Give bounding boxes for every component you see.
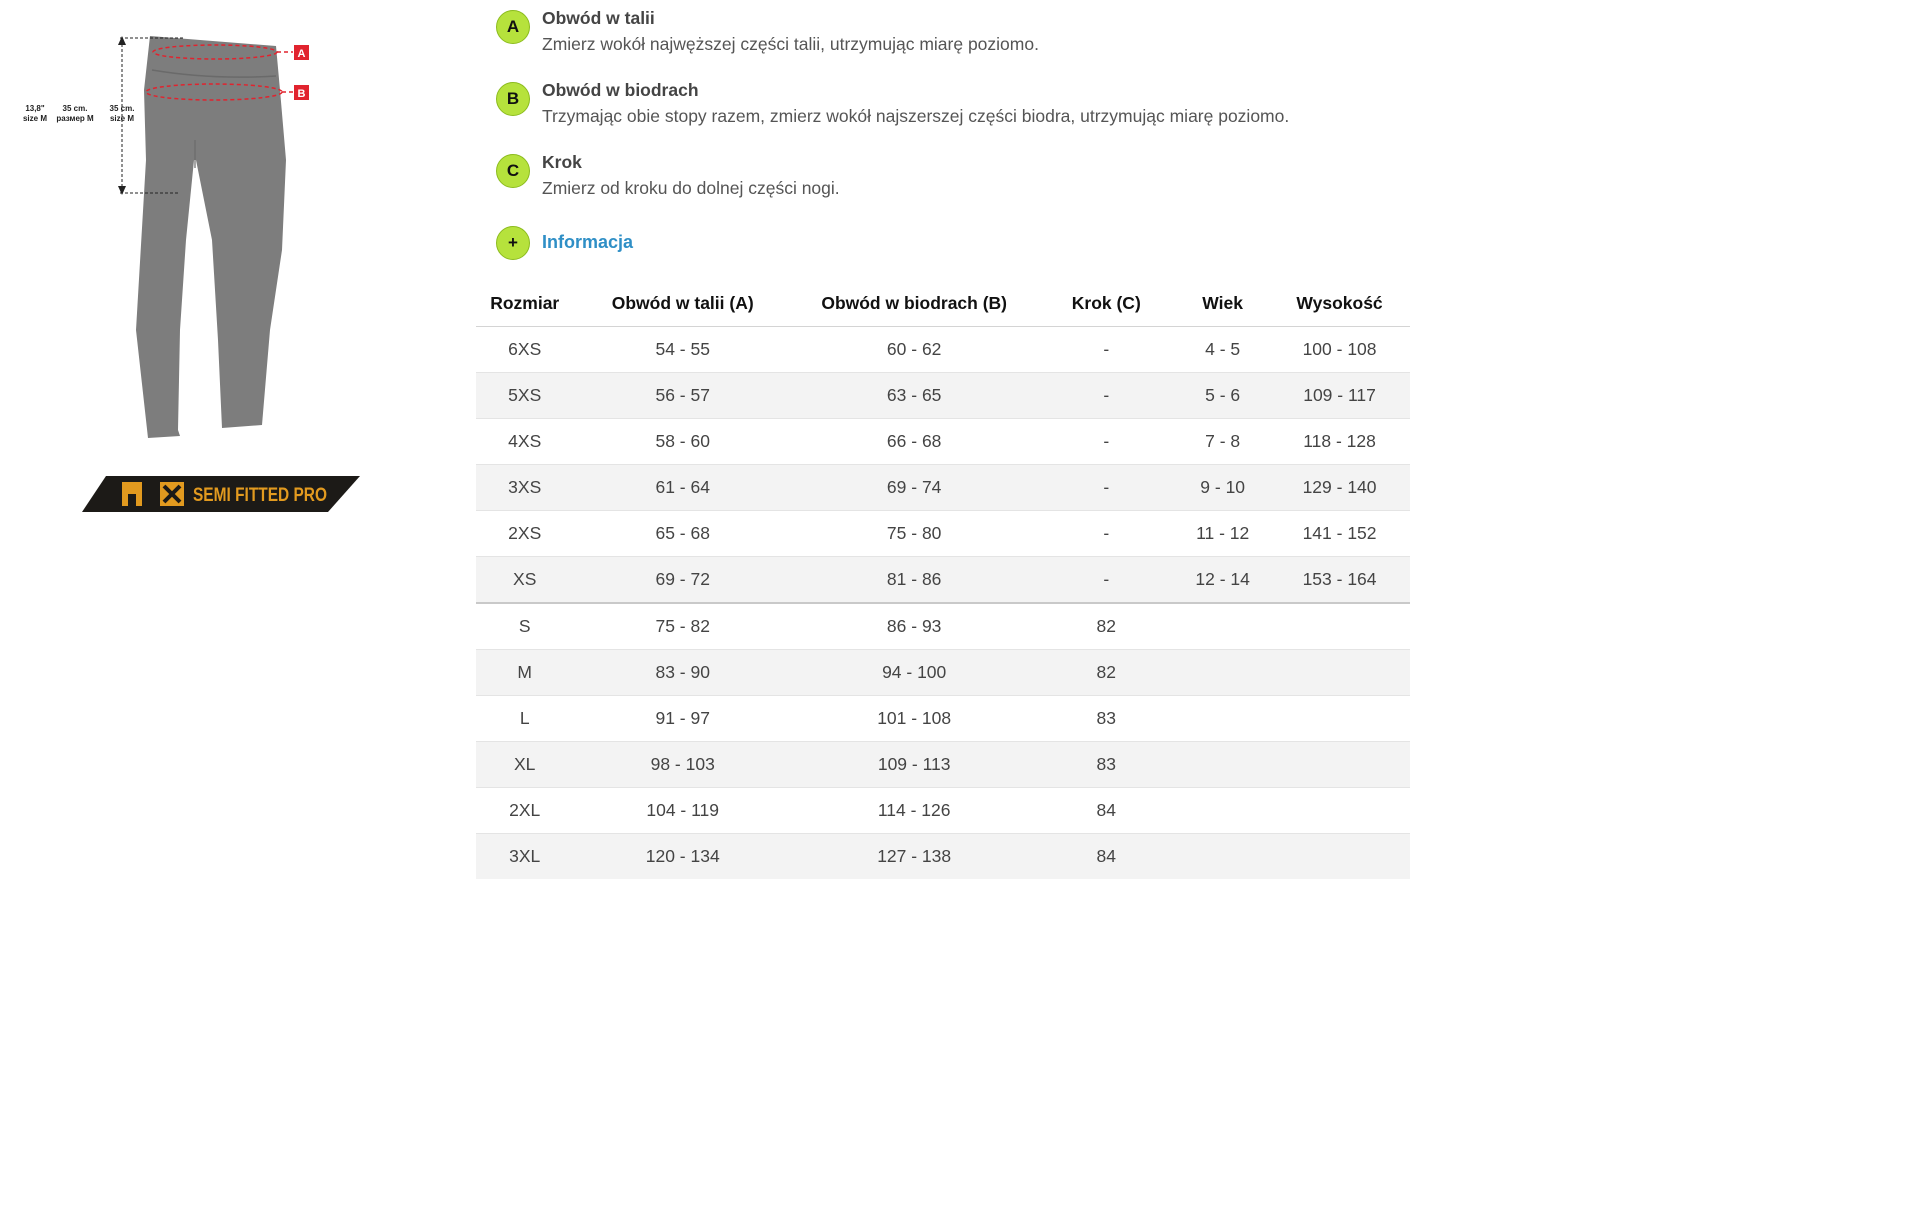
cell-inseam: 83 [1036, 696, 1176, 742]
guide-desc-inseam: Zmierz od kroku do dolnej części nogi. [542, 178, 840, 198]
letter-a-icon: A [496, 10, 530, 44]
semi-fitted-pro-label: SEMI FITTED PRO [193, 485, 327, 506]
cell-height [1269, 742, 1410, 788]
cell-age [1176, 742, 1269, 788]
guide-item-waist [496, 6, 1416, 58]
guide-text-hips [542, 78, 1289, 130]
cell-height: 129 - 140 [1269, 465, 1410, 511]
cell-height: 100 - 108 [1269, 327, 1410, 373]
cell-hips: 86 - 93 [792, 603, 1036, 650]
guide-desc-hips: Trzymając obie stopy razem, zmierz wokół najszerszej części biodra, utrzymując miarę poziomo. [542, 106, 1290, 126]
cell-size: L [476, 696, 573, 742]
side-label-2-top: 35 cm. [62, 104, 88, 113]
size-table [476, 280, 1410, 879]
cell-size: 2XS [476, 511, 573, 557]
cell-size: 5XS [476, 373, 573, 419]
cell-age [1176, 650, 1269, 696]
cell-size: M [476, 650, 573, 696]
cell-age: 5 - 6 [1176, 373, 1269, 419]
header-hips: Obwód w biodrach (B) [792, 280, 1036, 327]
cell-height: 109 - 117 [1269, 373, 1410, 419]
cell-waist: 91 - 97 [573, 696, 792, 742]
table-row [476, 465, 1410, 511]
header-inseam: Krok (C) [1036, 280, 1176, 327]
table-row [476, 373, 1410, 419]
cell-hips: 75 - 80 [792, 511, 1036, 557]
cell-hips: 63 - 65 [792, 373, 1036, 419]
tag-a-label: A [297, 48, 306, 60]
table-row [476, 511, 1410, 557]
guide-desc-waist: Zmierz wokół najwęższej części talii, utrzymując miarę poziomo. [542, 34, 1039, 54]
cell-inseam: 83 [1036, 742, 1176, 788]
header-size: Rozmiar [476, 280, 573, 327]
cell-height [1269, 788, 1410, 834]
table-row [476, 742, 1410, 788]
cell-inseam: 82 [1036, 603, 1176, 650]
cell-height: 118 - 128 [1269, 419, 1410, 465]
header-waist: Obwód w talii (A) [573, 280, 792, 327]
cell-height [1269, 650, 1410, 696]
table-row [476, 327, 1410, 373]
guide-title-inseam: Krok [542, 152, 582, 172]
cell-hips: 101 - 108 [792, 696, 1036, 742]
cell-size: 2XL [476, 788, 573, 834]
guide-title-waist: Obwód w talii [542, 8, 655, 28]
cell-waist: 83 - 90 [573, 650, 792, 696]
cell-waist: 54 - 55 [573, 327, 792, 373]
cell-size: S [476, 603, 573, 650]
cell-hips: 114 - 126 [792, 788, 1036, 834]
cell-age: 4 - 5 [1176, 327, 1269, 373]
cell-age [1176, 834, 1269, 880]
cell-hips: 94 - 100 [792, 650, 1036, 696]
pants-measurement-figure [0, 0, 440, 520]
cell-waist: 65 - 68 [573, 511, 792, 557]
header-age: Wiek [1176, 280, 1269, 327]
side-label-1-bottom: size M [22, 114, 48, 123]
side-label-3-top: 35 cm. [109, 104, 135, 113]
cell-size: 3XL [476, 834, 573, 880]
cell-hips: 66 - 68 [792, 419, 1036, 465]
table-row [476, 834, 1410, 880]
cell-inseam: - [1036, 373, 1176, 419]
guide-text-waist [542, 6, 1039, 58]
cell-size: 3XS [476, 465, 573, 511]
cell-size: XL [476, 742, 573, 788]
info-toggle[interactable] [496, 222, 1416, 260]
cell-waist: 75 - 82 [573, 603, 792, 650]
cell-waist: 69 - 72 [573, 557, 792, 604]
guide-item-inseam [496, 150, 1416, 202]
cell-waist: 98 - 103 [573, 742, 792, 788]
pants-illustration [136, 36, 286, 438]
tag-b-label: B [297, 88, 306, 100]
table-row [476, 788, 1410, 834]
cell-hips: 127 - 138 [792, 834, 1036, 880]
table-row [476, 650, 1410, 696]
cell-inseam: 84 [1036, 834, 1176, 880]
cell-height [1269, 696, 1410, 742]
cell-height: 153 - 164 [1269, 557, 1410, 604]
cell-age: 12 - 14 [1176, 557, 1269, 604]
cell-age: 11 - 12 [1176, 511, 1269, 557]
cell-waist: 120 - 134 [573, 834, 792, 880]
cell-age: 7 - 8 [1176, 419, 1269, 465]
cell-inseam: 82 [1036, 650, 1176, 696]
letter-c-icon: C [496, 154, 530, 188]
cell-height [1269, 603, 1410, 650]
side-label-1-top: 13,8" [25, 104, 45, 113]
cell-inseam: 84 [1036, 788, 1176, 834]
cell-height [1269, 834, 1410, 880]
table-row [476, 419, 1410, 465]
guide-item-hips [496, 78, 1416, 130]
cell-hips: 60 - 62 [792, 327, 1036, 373]
cell-age [1176, 788, 1269, 834]
cell-waist: 104 - 119 [573, 788, 792, 834]
guide-text-inseam [542, 150, 840, 202]
cell-hips: 109 - 113 [792, 742, 1036, 788]
cell-inseam: - [1036, 511, 1176, 557]
cell-age [1176, 603, 1269, 650]
table-row [476, 603, 1410, 650]
cell-size: 6XS [476, 327, 573, 373]
cell-waist: 58 - 60 [573, 419, 792, 465]
cell-waist: 56 - 57 [573, 373, 792, 419]
cell-inseam: - [1036, 419, 1176, 465]
cell-height: 141 - 152 [1269, 511, 1410, 557]
cell-hips: 69 - 74 [792, 465, 1036, 511]
semi-fitted-pro-badge [82, 476, 360, 512]
guide-title-hips: Obwód w biodrach [542, 80, 699, 100]
cell-age: 9 - 10 [1176, 465, 1269, 511]
cell-size: 4XS [476, 419, 573, 465]
side-label-2-bottom: размер M [56, 114, 94, 123]
header-height: Wysokość [1269, 280, 1410, 327]
table-header-row [476, 280, 1410, 327]
cell-inseam: - [1036, 327, 1176, 373]
size-table-body [476, 327, 1410, 880]
plus-icon[interactable]: + [496, 226, 530, 260]
cell-hips: 81 - 86 [792, 557, 1036, 604]
letter-b-icon: B [496, 82, 530, 116]
table-row [476, 696, 1410, 742]
measurement-guide [496, 6, 1416, 280]
cell-waist: 61 - 64 [573, 465, 792, 511]
cell-size: XS [476, 557, 573, 604]
table-row [476, 557, 1410, 604]
cell-inseam: - [1036, 465, 1176, 511]
side-label-3-bottom: size M [109, 114, 135, 123]
cell-age [1176, 696, 1269, 742]
cell-inseam: - [1036, 557, 1176, 604]
info-link[interactable]: Informacja [542, 232, 634, 252]
